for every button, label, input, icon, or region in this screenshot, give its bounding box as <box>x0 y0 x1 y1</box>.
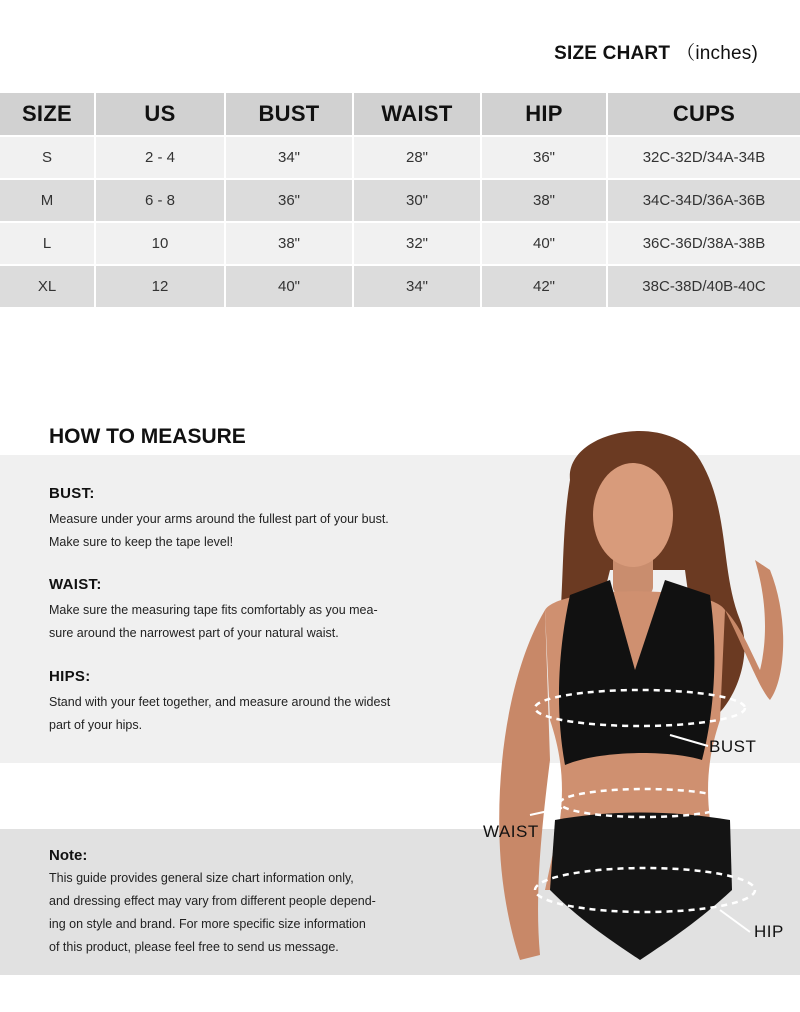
waist-label: WAIST <box>483 822 539 841</box>
cell-bust: 40" <box>226 264 354 307</box>
cell-us: 2 - 4 <box>96 135 226 178</box>
note-line-2: and dressing effect may vary from different people depend- <box>49 894 376 908</box>
waist-heading: WAIST: <box>49 576 102 593</box>
cell-hip: 38" <box>482 178 608 221</box>
cell-us: 10 <box>96 221 226 264</box>
cell-waist: 28" <box>354 135 482 178</box>
note-section <box>49 847 429 959</box>
note-line-1: This guide provides general size chart information only, <box>49 871 354 885</box>
cell-hip: 36" <box>482 135 608 178</box>
table-row <box>0 135 800 178</box>
header-hip: HIP <box>482 93 608 135</box>
cell-bust: 38" <box>226 221 354 264</box>
cell-size: L <box>0 221 96 264</box>
cell-waist: 32" <box>354 221 482 264</box>
header-size: SIZE <box>0 93 96 135</box>
cell-us: 6 - 8 <box>96 178 226 221</box>
bust-label: BUST <box>709 737 757 756</box>
bikini-bottom-shape <box>550 813 732 961</box>
cell-waist: 34" <box>354 264 482 307</box>
size-chart-unit: （inches) <box>676 43 758 64</box>
table-row <box>0 178 800 221</box>
left-arm-shape <box>499 610 550 960</box>
cell-hip: 40" <box>482 221 608 264</box>
cell-bust: 36" <box>226 178 354 221</box>
hips-heading: HIPS: <box>49 668 91 685</box>
waist-section <box>49 576 459 645</box>
face-shape <box>593 463 673 567</box>
how-to-measure-title: HOW TO MEASURE <box>49 425 246 448</box>
hip-arrow <box>720 910 750 932</box>
cell-size: S <box>0 135 96 178</box>
cell-waist: 30" <box>354 178 482 221</box>
bust-line-1: Measure under your arms around the fullest part of your bust. <box>49 512 389 526</box>
hips-section <box>49 668 459 737</box>
cell-bust: 34" <box>226 135 354 178</box>
note-line-4: of this product, please feel free to send us message. <box>49 940 339 954</box>
header-waist: WAIST <box>354 93 482 135</box>
bust-heading: BUST: <box>49 485 95 502</box>
hips-line-2: part of your hips. <box>49 718 143 732</box>
cell-cups: 32C-32D/34A-34B <box>608 135 800 178</box>
header-cups: CUPS <box>608 93 800 135</box>
model-figure <box>470 420 800 1012</box>
waist-line-2: sure around the narrowest part of your natural waist. <box>49 626 339 640</box>
bust-section <box>49 485 459 554</box>
note-line-3: ing on style and brand. For more specific size information <box>49 917 366 931</box>
bust-line-2: Make sure to keep the tape level! <box>49 535 234 549</box>
size-table <box>0 93 800 307</box>
size-chart-title-text: SIZE CHART <box>554 43 671 64</box>
waist-line-1: Make sure the measuring tape fits comfortably as you mea- <box>49 603 378 617</box>
cell-cups: 34C-34D/36A-36B <box>608 178 800 221</box>
cell-size: M <box>0 178 96 221</box>
cell-cups: 36C-36D/38A-38B <box>608 221 800 264</box>
table-row <box>0 221 800 264</box>
hips-line-1: Stand with your feet together, and measure around the widest <box>49 695 391 709</box>
size-chart-title <box>554 38 758 65</box>
header-us: US <box>96 93 226 135</box>
table-header-row <box>0 93 800 135</box>
cell-cups: 38C-38D/40B-40C <box>608 264 800 307</box>
note-heading: Note: <box>49 847 88 864</box>
cell-hip: 42" <box>482 264 608 307</box>
cell-us: 12 <box>96 264 226 307</box>
table-row <box>0 264 800 307</box>
cell-size: XL <box>0 264 96 307</box>
hip-label: HIP <box>754 922 784 941</box>
header-bust: BUST <box>226 93 354 135</box>
